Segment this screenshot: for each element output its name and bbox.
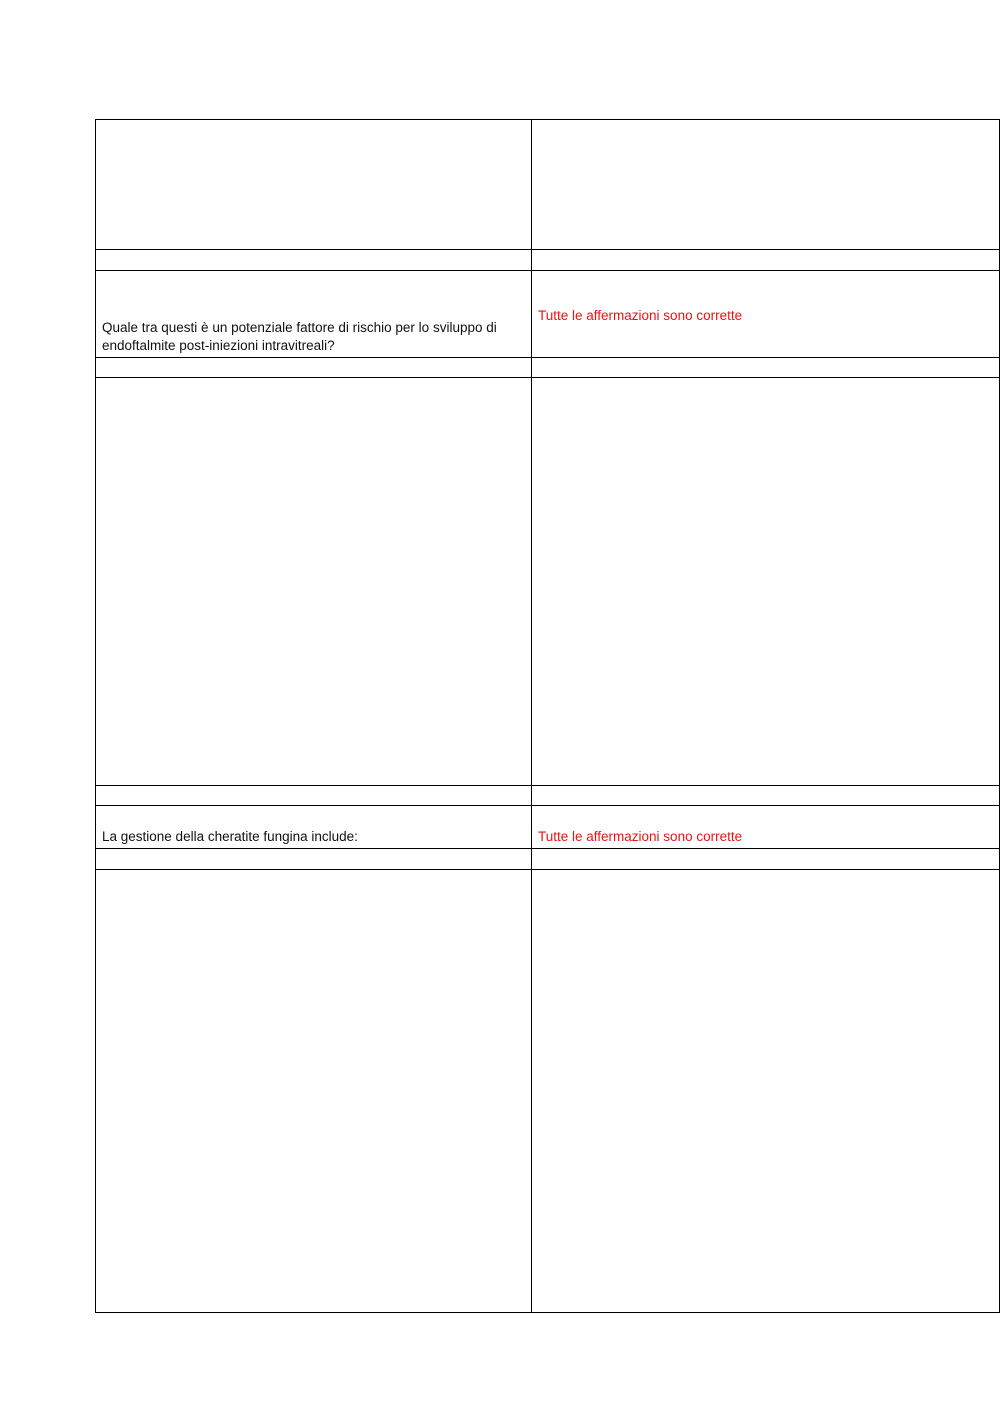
table-row [96, 120, 1000, 250]
question-cell [96, 358, 532, 378]
answer-cell: Tutte le affermazioni sono corrette [532, 806, 1000, 849]
answer-cell [532, 786, 1000, 806]
question-answer-table [95, 119, 1000, 1313]
table-row [96, 250, 1000, 271]
question-cell [96, 378, 532, 786]
answer-cell [532, 849, 1000, 870]
question-cell [96, 786, 532, 806]
table-row [96, 870, 1000, 1313]
answer-cell [532, 358, 1000, 378]
answer-cell [532, 120, 1000, 250]
answer-cell [532, 250, 1000, 271]
answer-cell [532, 378, 1000, 786]
table-row [96, 271, 1000, 358]
question-cell: La gestione della cheratite fungina include: [96, 806, 532, 849]
table-row [96, 358, 1000, 378]
table-row [96, 786, 1000, 806]
answer-cell [532, 870, 1000, 1313]
question-cell [96, 250, 532, 271]
question-cell [96, 120, 532, 250]
question-cell: Quale tra questi è un potenziale fattore di rischio per lo sviluppo di endoftalmite post-iniezioni intravitreali? [96, 271, 532, 358]
question-cell [96, 849, 532, 870]
answer-cell: Tutte le affermazioni sono corrette [532, 271, 1000, 358]
table-row [96, 806, 1000, 849]
table-row [96, 378, 1000, 786]
question-cell [96, 870, 532, 1313]
table-row [96, 849, 1000, 870]
